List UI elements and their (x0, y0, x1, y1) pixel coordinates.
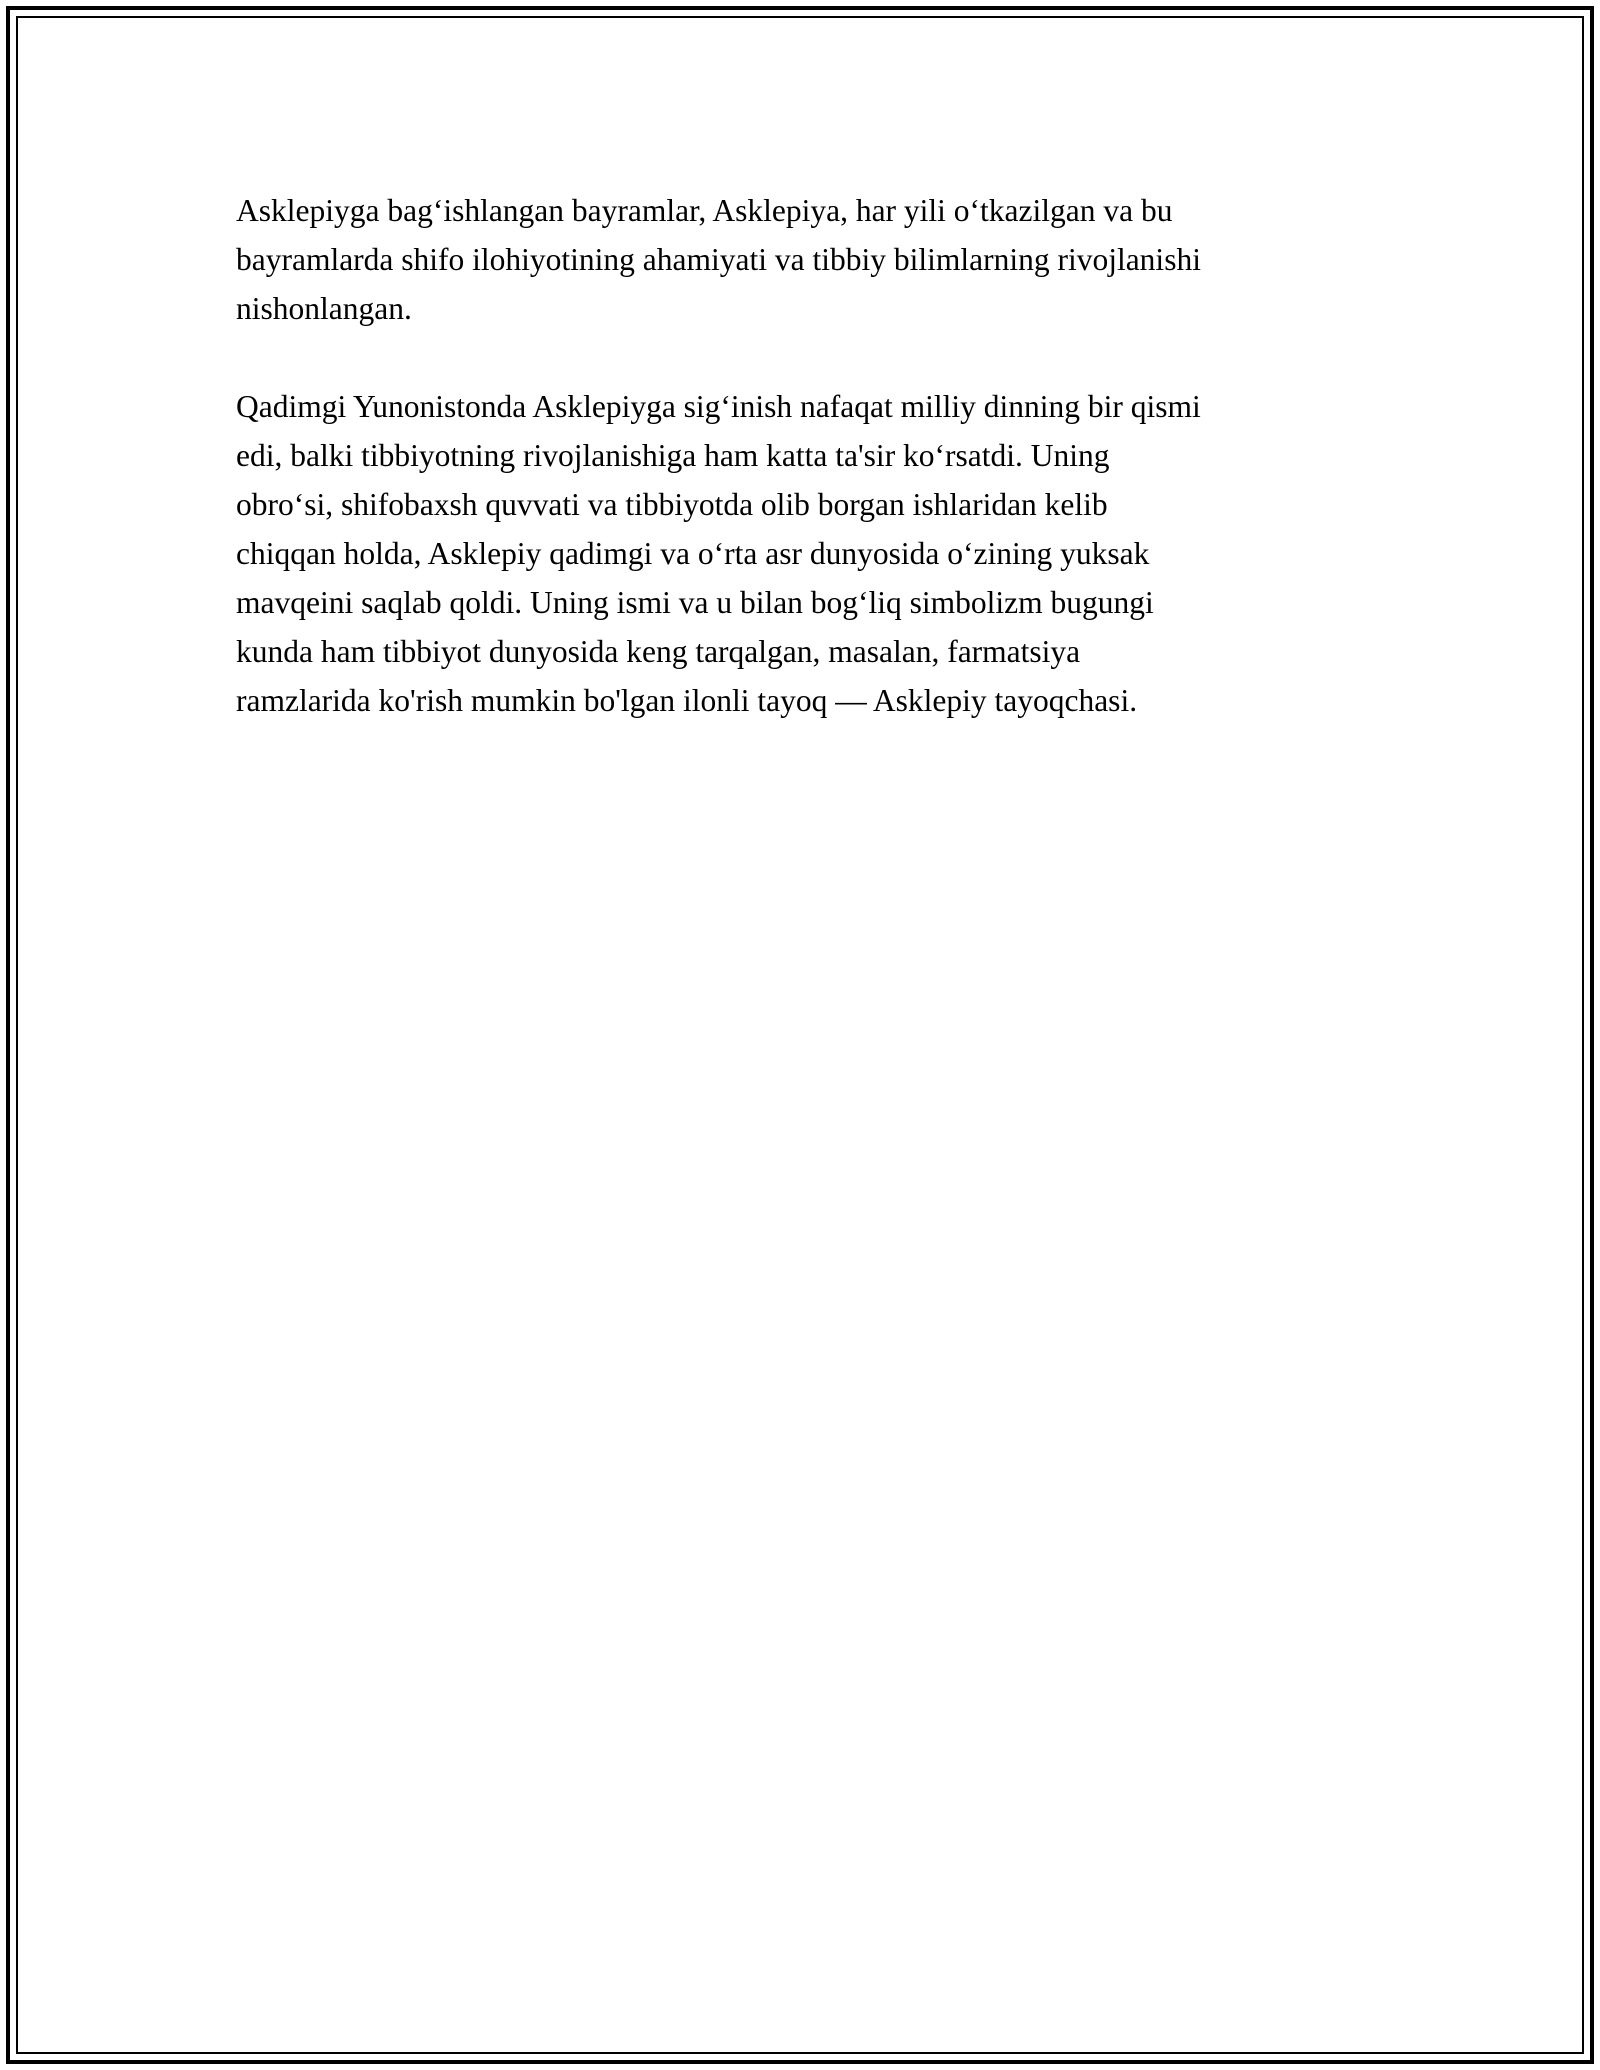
paragraph-1 (236, 186, 1396, 333)
text-line: chiqqan holda, Asklepiy qadimgi va o‘rta asr dunyosida o‘zining yuksak (236, 536, 1150, 571)
text-line: obro‘si, shifobaxsh quvvati va tibbiyotda olib borgan ishlaridan kelib (236, 487, 1108, 522)
text-line: Qadimgi Yunonistonda Asklepiyga sig‘inish nafaqat milliy dinning bir qismi (236, 389, 1201, 424)
text-line: ramzlarida ko'rish mumkin bo'lgan ilonli tayoq — Asklepiy tayoqchasi. (236, 683, 1138, 718)
text-line: Asklepiyga bag‘ishlangan bayramlar, Asklepiya, har yili o‘tkazilgan va bu (236, 193, 1173, 228)
text-line: kunda ham tibbiyot dunyosida keng tarqalgan, masalan, farmatsiya (236, 634, 1081, 669)
text-line: edi, balki tibbiyotning rivojlanishiga ham katta ta'sir ko‘rsatdi. Uning (236, 438, 1110, 473)
text-line: bayramlarda shifo ilohiyotining ahamiyati va tibbiy bilimlarning rivojlanishi (236, 242, 1201, 277)
text-line: mavqeini saqlab qoldi. Uning ismi va u bilan bog‘liq simbolizm bugungi (236, 585, 1154, 620)
paragraph-2 (236, 382, 1396, 725)
document-body (236, 186, 1396, 774)
text-line: nishonlangan. (236, 291, 412, 326)
